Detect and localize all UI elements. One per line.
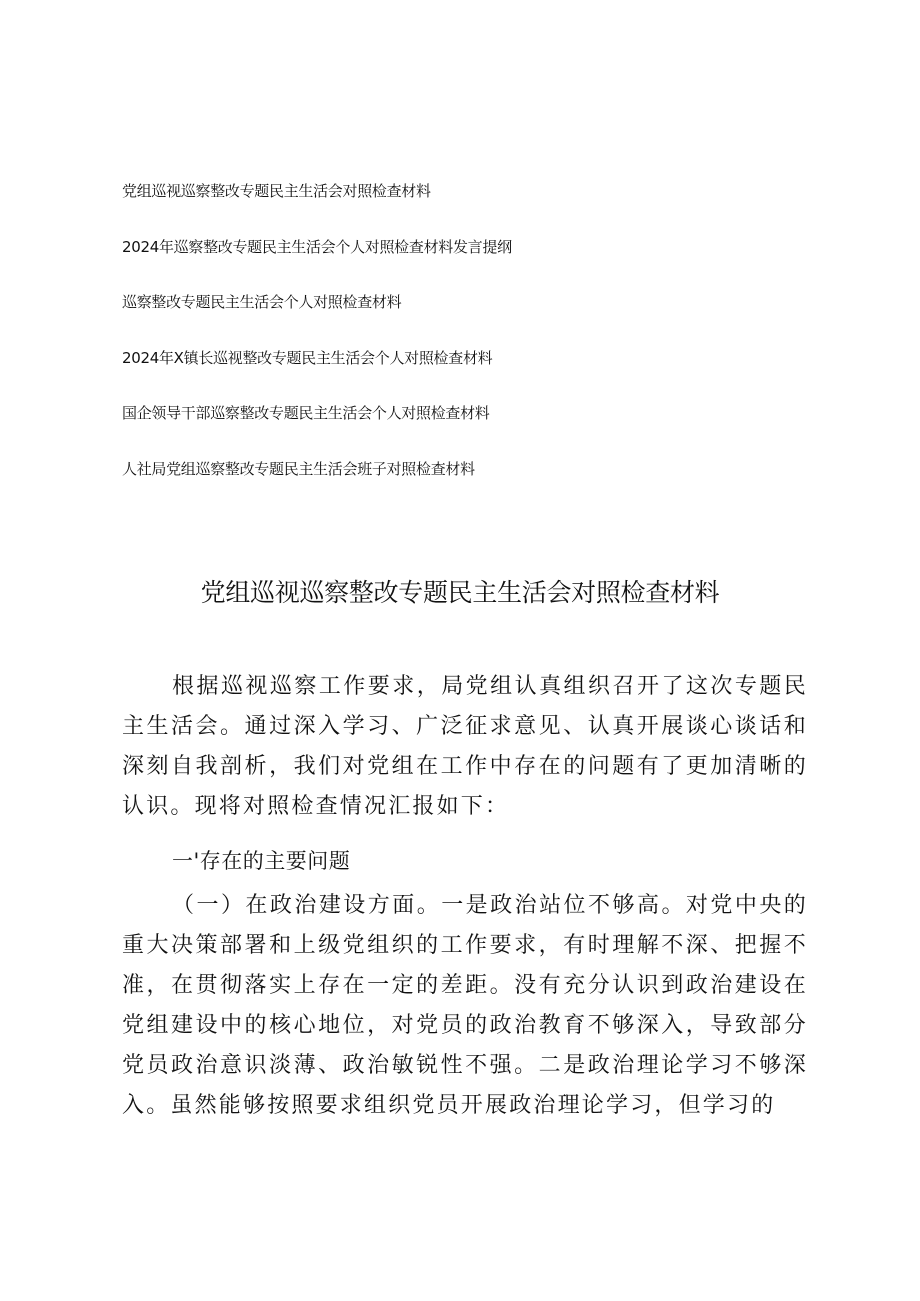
- toc-item: 2024年X镇长巡视整改专题民主生活会个人对照检查材料: [122, 348, 493, 367]
- intro-paragraph: 根据巡视巡察工作要求，局党组认真组织召开了这次专题民主生活会。通过深入学习、广泛征求意见、认真开展谈心谈话和深刻自我剖析，我们对党组在工作中存在的问题有了更加清晰的认识。现将对照检查情况汇报如下：: [122, 674, 808, 819]
- toc-item: 党组巡视巡察整改专题民主生活会对照检查材料: [122, 182, 431, 200]
- table-of-contents: [122, 180, 512, 513]
- toc-item: 2024年巡察整改专题民主生活会个人对照检查材料发言提纲: [122, 237, 512, 256]
- toc-item: 人社局党组巡察整改专题民主生活会班子对照检查材料: [122, 459, 475, 478]
- section-heading: 一'存在的主要问题: [172, 849, 351, 873]
- toc-item: 国企领导干部巡察整改专题民主生活会个人对照检查材料: [122, 404, 490, 422]
- document-title: 党组巡视巡察整改专题民主生活会对照检查材料: [200, 578, 720, 607]
- toc-item: 巡察整改专题民主生活会个人对照检查材料: [122, 293, 402, 311]
- section-paragraph: （一）在政治建设方面。一是政治站位不够高。对党中央的重大决策部署和上级党组织的工作要求，有时理解不深、把握不准，在贯彻落实上存在一定的差距。没有充分认识到政治建设在党组建设中的核心地位，对党员的政治教育不够深入，导致部分党员政治意识淡薄、政治敏锐性不强。二是政治理论学习不够深入。虽然能够按照要求组织党员开展政治理论学习，但学习的: [122, 893, 808, 1118]
